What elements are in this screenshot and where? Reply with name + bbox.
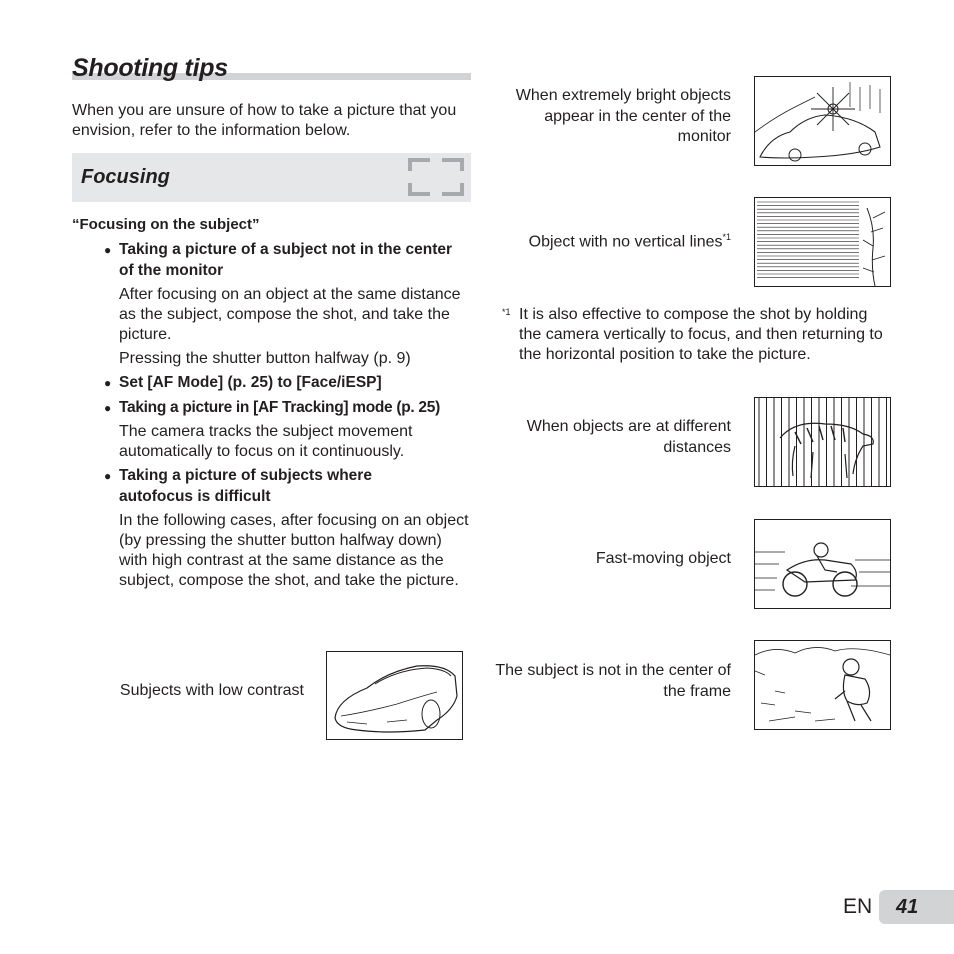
case-text: Object with no vertical lines	[528, 233, 723, 251]
bullet-item: Set [AF Mode] (p. 25) to [Face/iESP]	[119, 374, 382, 391]
bullet-item: Taking a picture in [AF Tracking] mode (p. 25)	[119, 399, 440, 416]
case-caption-not-center: The subject is not in the center of the frame	[495, 662, 731, 700]
case-caption-bright: When extremely bright objects appear in the center of the monitor	[515, 87, 731, 145]
footnote-ref: *1	[722, 232, 731, 242]
bullet-glyph: ●	[104, 243, 112, 257]
footnote-text: It is also effective to compose the shot by holding the camera vertically to focus, and then returning to the horizontal position to take the picture.	[519, 306, 883, 363]
bullet-item: Taking a picture of subjects where autofocus is difficult	[119, 467, 372, 505]
bullet-body: The camera tracks the subject movement automatically to focus on it continuously.	[119, 423, 413, 460]
bullet-glyph: ●	[104, 469, 112, 483]
page-number: 41	[896, 896, 919, 918]
language-label: EN	[843, 895, 873, 918]
bullet-body: In the following cases, after focusing on an object (by pressing the shutter button halfway down) with high contrast at the same distance as the subject, compose the shot, and take the picture.	[119, 512, 469, 589]
tiger-behind-bars-illustration	[754, 397, 891, 487]
person-off-center-illustration	[754, 640, 891, 730]
case-caption-no-vertical	[490, 227, 731, 253]
bullet-glyph: ●	[104, 401, 112, 415]
low-contrast-car-illustration	[326, 651, 463, 740]
horizontal-lines-illustration	[754, 197, 891, 287]
bullet-item: Taking a picture of a subject not in the center of the monitor	[119, 241, 453, 279]
case-caption-fast: Fast-moving object	[595, 550, 731, 567]
page-title: Shooting tips	[72, 54, 228, 82]
bullet-glyph: ●	[104, 376, 112, 390]
section-title: Focusing	[81, 166, 170, 188]
footnote-mark: *1	[502, 307, 511, 317]
bullet-body: After focusing on an object at the same distance as the subject, compose the shot, and take the picture.	[119, 286, 461, 343]
intro-text: When you are unsure of how to take a picture that you envision, refer to the information below.	[72, 102, 457, 139]
case-caption-distances: When objects are at different distances	[526, 418, 731, 456]
bright-objects-car-illustration	[754, 76, 891, 166]
bullet-body: Pressing the shutter button halfway (p. 9)	[119, 350, 411, 367]
case-caption-low-contrast: Subjects with low contrast	[119, 682, 304, 699]
focus-frame-icon	[408, 158, 464, 196]
subheading: “Focusing on the subject”	[72, 216, 260, 233]
motorcycle-illustration	[754, 519, 891, 609]
